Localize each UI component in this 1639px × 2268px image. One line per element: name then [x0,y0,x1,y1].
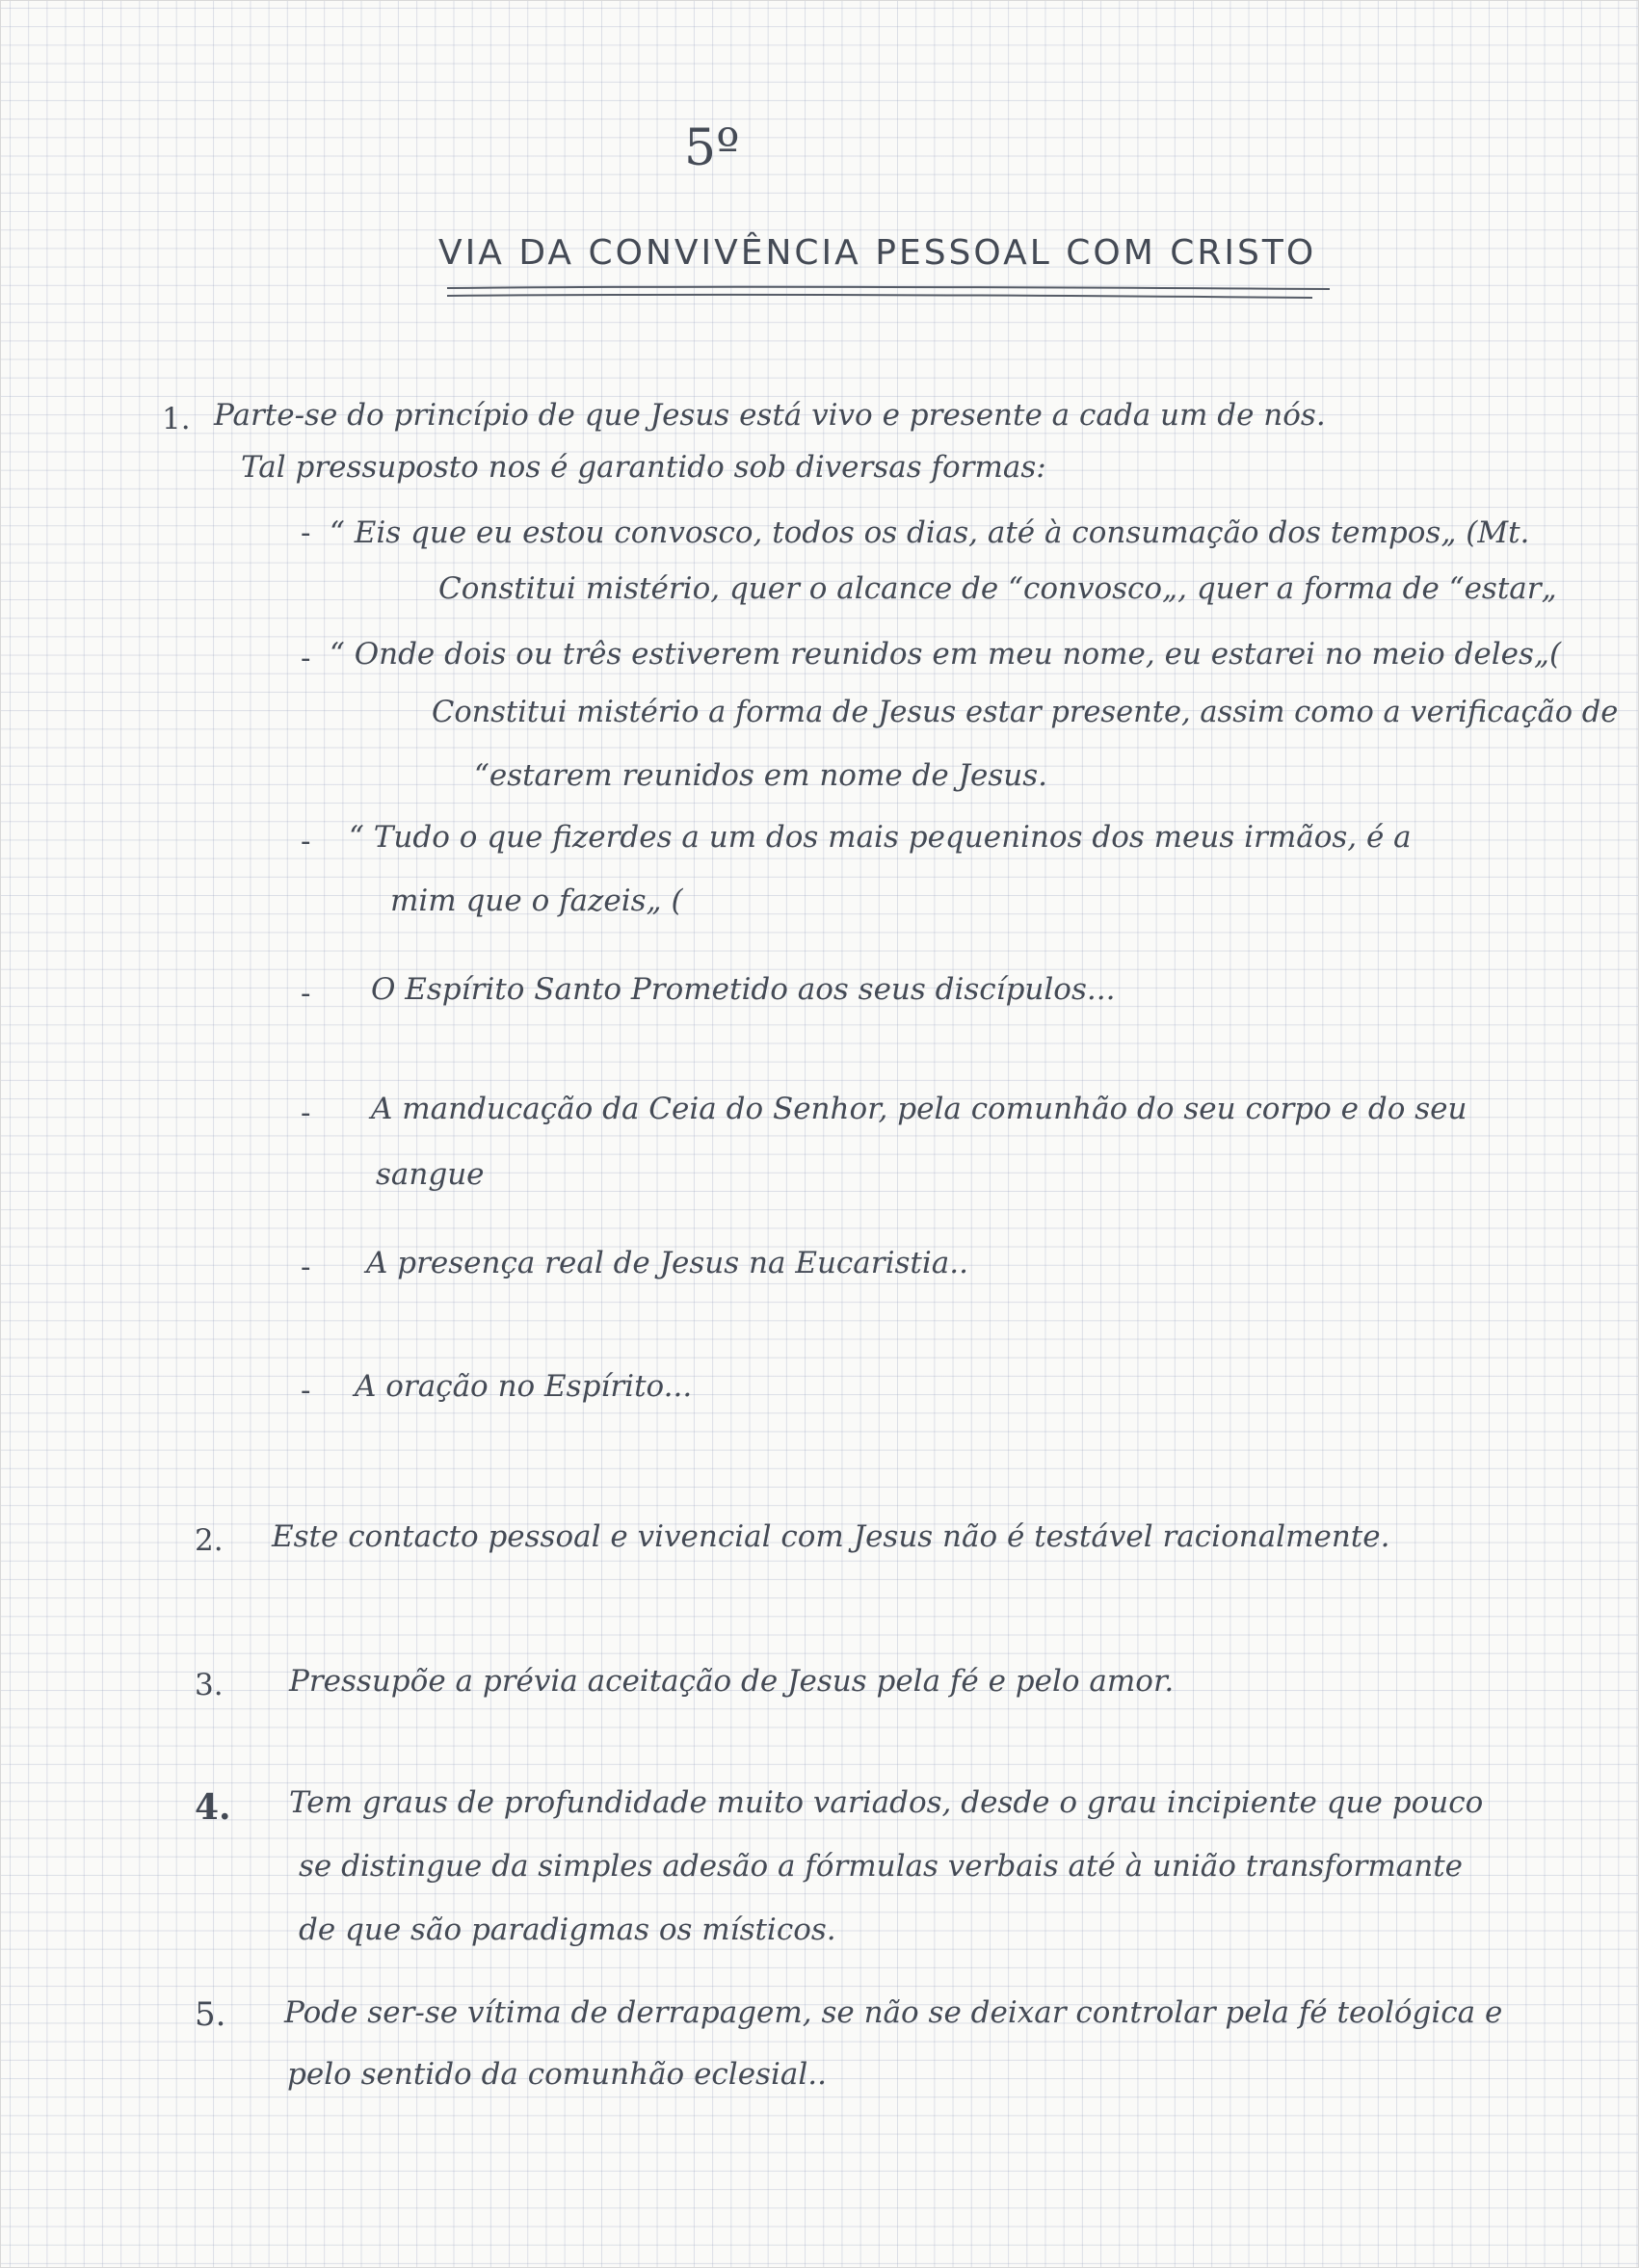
item-number: 5. [195,1995,226,2034]
item-text-line: se distingue da simples adesão a fórmulas verbais até à união transformante [299,1849,1464,1884]
item-number: 3. [195,1668,224,1702]
sub-item-text-line: “ Onde dois ou três estiverem reunidos em meu nome, eu estarei no meio deles„( [330,637,1562,672]
sub-item-dash: - [301,824,311,858]
item-text-line: Este contacto pessoal e vivencial com Jesus não é testável racionalmente. [272,1519,1390,1554]
page-title: VIA DA CONVIVÊNCIA PESSOAL COM CRISTO [438,233,1317,273]
sub-item-text-line: Constitui mistério, quer o alcance de “convosco„, quer a forma de “estar„ [438,571,1557,606]
sub-item-dash: - [301,515,311,550]
sub-item-text-line: O Espírito Santo Prometido aos seus discípulos... [371,972,1116,1007]
item-text-line: Pressupõe a prévia aceitação de Jesus pela fé e pelo amor. [289,1664,1175,1699]
sub-item-text-line: A manducação da Ceia do Senhor, pela comunhão do seu corpo e do seu [371,1092,1467,1126]
page-number: 5º [684,119,740,177]
item-number: 4. [195,1787,231,1828]
sub-item-text-line: A presença real de Jesus na Eucaristia.. [366,1246,968,1280]
sub-item-text-line: “ Eis que eu estou convosco, todos os dias, até à consumação dos tempos„ (Mt. [330,515,1530,550]
sub-item-dash: - [301,1373,311,1408]
item-text-line: de que são paradigmas os místicos. [299,1912,836,1947]
sub-item-text-line: sangue [376,1157,485,1192]
item-text-line: Pode ser-se vítima de derrapagem, se não se deixar controlar pela fé teológica e [284,1995,1503,2030]
sub-item-text-line: “estarem reunidos em nome de Jesus. [474,758,1048,793]
sub-item-text-line: Constitui mistério a forma de Jesus estar presente, assim como a verificação de [432,695,1619,729]
sub-item-text-line: “ Tudo o que fizerdes a um dos mais pequeninos dos meus irmãos, é a [349,820,1412,855]
item-text-line: Parte-se do princípio de que Jesus está vivo e presente a cada um de nós. [214,398,1326,433]
item-number: 2. [195,1523,224,1558]
sub-item-dash: - [301,641,311,675]
sub-item-text-line: mim que o fazeis„ ( [390,883,683,918]
sub-item-dash: - [301,1095,311,1130]
item-text-line: pelo sentido da comunhão eclesial.. [287,2057,827,2092]
sub-item-dash: - [301,976,311,1011]
item-number: 1. [162,402,191,436]
item-text-line: Tal pressuposto nos é garantido sob diversas formas: [241,450,1046,485]
item-text-line: Tem graus de profundidade muito variados, desde o grau incipiente que pouco [289,1785,1484,1820]
sub-item-dash: - [301,1250,311,1284]
sub-item-text-line: A oração no Espírito... [355,1369,693,1404]
title-double-underline [445,283,1332,301]
